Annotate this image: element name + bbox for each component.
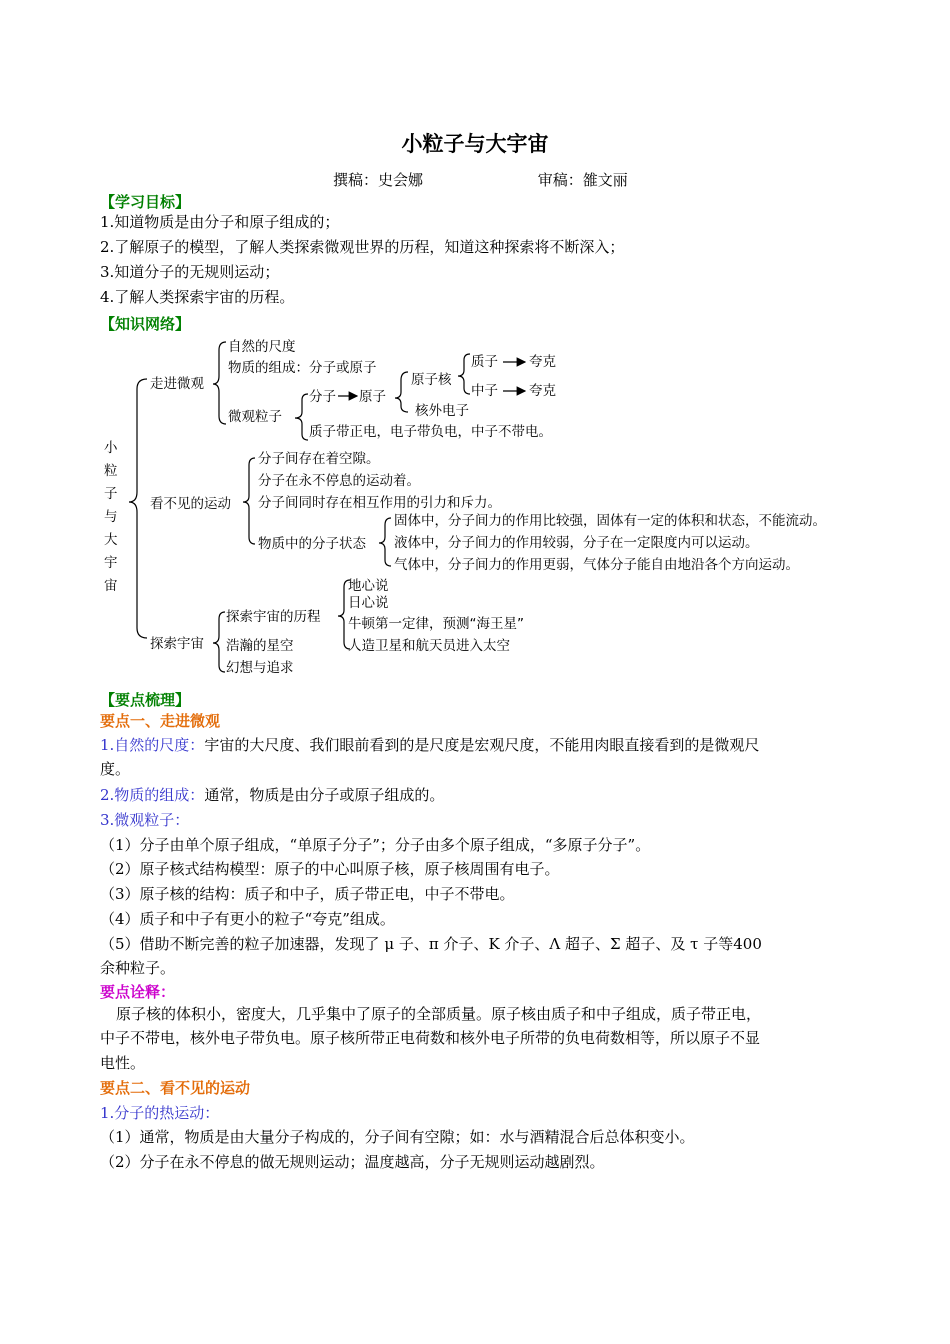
brace-atom [395, 372, 408, 412]
node-satellite: 人造卫星和航天员进入太空 [348, 638, 510, 654]
node-liquid: 液体中，分子间力的作用较弱，分子在一定限度内可以运动。 [394, 535, 759, 551]
node-atom: 原子 [359, 389, 386, 405]
sub-item: （2）分子在永不停息的做无规则运动；温度越高，分子无规则运动越剧烈。 [100, 1153, 605, 1171]
branch-motion: 看不见的运动 [150, 496, 231, 512]
section-points-heading: 【要点梳理】 [100, 691, 191, 709]
root-char: 与 [104, 509, 118, 525]
explain-line: 电性。 [100, 1054, 146, 1072]
point1-item [100, 784, 860, 807]
item-text: 宇宙的大尺度、我们眼前看到的是尺度是宏观尺度，不能用肉眼直接看到的是微观尺 [204, 736, 760, 754]
explain-line: 中子不带电，核外电子带负电。原子核所带正电荷数和核外电子所带的负电荷数相等，所以原子不显 [100, 1029, 761, 1047]
root-char: 小 [104, 440, 118, 456]
item-label: 3.微观粒子： [100, 811, 190, 829]
section-network-heading: 【知识网络】 [100, 315, 191, 333]
node-gas: 气体中，分子间力的作用更弱，气体分子能自由地沿各个方向运动。 [394, 557, 799, 573]
explain-line: 原子核的体积小，密度大，几乎集中了原子的全部质量。原子核由质子和中子组成，质子带正电， [116, 1005, 762, 1023]
branch-micro: 走进微观 [150, 376, 204, 392]
knowledge-network-diagram [95, 332, 865, 684]
point1-item [100, 809, 860, 832]
root-char: 宙 [104, 578, 118, 594]
node-dream: 幻想与追求 [226, 660, 294, 676]
sub-item: （4）质子和中子有更小的粒子“夸克”组成。 [100, 910, 395, 928]
author: 撰稿：史会娜 [333, 171, 424, 189]
root-char: 子 [104, 486, 118, 502]
node-gap: 分子间存在着空隙。 [258, 451, 380, 467]
node-history: 探索宇宙的历程 [226, 609, 321, 625]
item-label: 1.自然的尺度： [100, 736, 205, 754]
explain-heading: 要点诠释： [100, 983, 176, 1001]
node-quark: 夸克 [529, 354, 556, 370]
node-solid: 固体中，分子间力的作用比较强，固体有一定的体积和状态，不能流动。 [394, 513, 826, 529]
brace-micro [213, 342, 226, 424]
node-molecule: 分子 [309, 389, 336, 405]
sub-item: （5）借助不断完善的粒子加速器，发现了 μ 子、π 介子、K 介子、Λ 超子、Σ 超子、及 τ 子等400 [100, 935, 762, 953]
goal-item: 4.了解人类探索宇宙的历程。 [100, 288, 295, 306]
node-stars: 浩瀚的星空 [226, 638, 294, 654]
node-motion: 分子在永不停息的运动着。 [258, 473, 420, 489]
node-nucleus: 原子核 [411, 372, 452, 388]
brace-state [379, 518, 391, 566]
item-label: 2.物质的组成： [100, 786, 205, 804]
root-brace [129, 379, 147, 638]
section-goals-heading: 【学习目标】 [100, 193, 191, 211]
node-composition: 物质的组成：分子或原子 [228, 360, 377, 376]
node-heliocentric: 日心说 [348, 595, 389, 611]
branch-universe: 探索宇宙 [150, 636, 204, 652]
node-natural-scale: 自然的尺度 [228, 339, 296, 355]
node-quark: 夸克 [529, 383, 556, 399]
root-char: 宇 [104, 555, 118, 571]
node-particles: 微观粒子 [228, 409, 282, 425]
point2-heading: 要点二、看不见的运动 [100, 1079, 251, 1097]
point2-label: 1.分子的热运动： [100, 1104, 220, 1122]
sub-item: （1）通常，物质是由大量分子构成的，分子间有空隙；如：水与酒精混合后总体积变小。 [100, 1128, 695, 1146]
node-newton: 牛顿第一定律，预测“海王星” [348, 616, 524, 632]
brace-nucleus [458, 354, 470, 394]
sub-item: （2）原子核式结构模型：原子的中心叫原子核，原子核周围有电子。 [100, 860, 560, 878]
item-text: 通常，物质是由分子或原子组成的。 [204, 786, 445, 804]
root-char: 大 [104, 532, 118, 548]
brace-motion [243, 458, 255, 544]
reviewer: 审稿：雒文丽 [537, 171, 628, 189]
root-char: 粒 [104, 463, 118, 479]
node-proton: 质子 [471, 354, 498, 370]
sub-item: （1）分子由单个原子组成，“单原子分子”；分子由多个原子组成，“多原子分子”。 [100, 836, 651, 854]
goal-item: 1.知道物质是由分子和原子组成的； [100, 213, 340, 231]
node-state: 物质中的分子状态 [258, 536, 366, 552]
page-title: 小粒子与大宇宙 [401, 132, 549, 156]
node-charge: 质子带正电，电子带负电，中子不带电。 [309, 424, 552, 440]
node-electron: 核外电子 [415, 403, 469, 419]
node-force: 分子间同时存在相互作用的引力和斥力。 [258, 495, 501, 511]
node-neutron: 中子 [471, 383, 498, 399]
point1-item-cont: 度。 [100, 760, 131, 778]
authors-line [333, 169, 628, 190]
sub-item: 余种粒子。 [100, 959, 176, 977]
goal-item: 2.了解原子的模型，了解人类探索微观世界的历程，知道这种探索将不断深入； [100, 238, 625, 256]
sub-item: （3）原子核的结构：质子和中子，质子带正电，中子不带电。 [100, 885, 515, 903]
brace-universe [213, 612, 225, 672]
node-geocentric: 地心说 [348, 578, 389, 594]
point1-heading: 要点一、走进微观 [100, 712, 221, 730]
brace-particles [295, 394, 308, 440]
point1-item [100, 734, 860, 757]
goal-item: 3.知道分子的无规则运动； [100, 263, 280, 281]
